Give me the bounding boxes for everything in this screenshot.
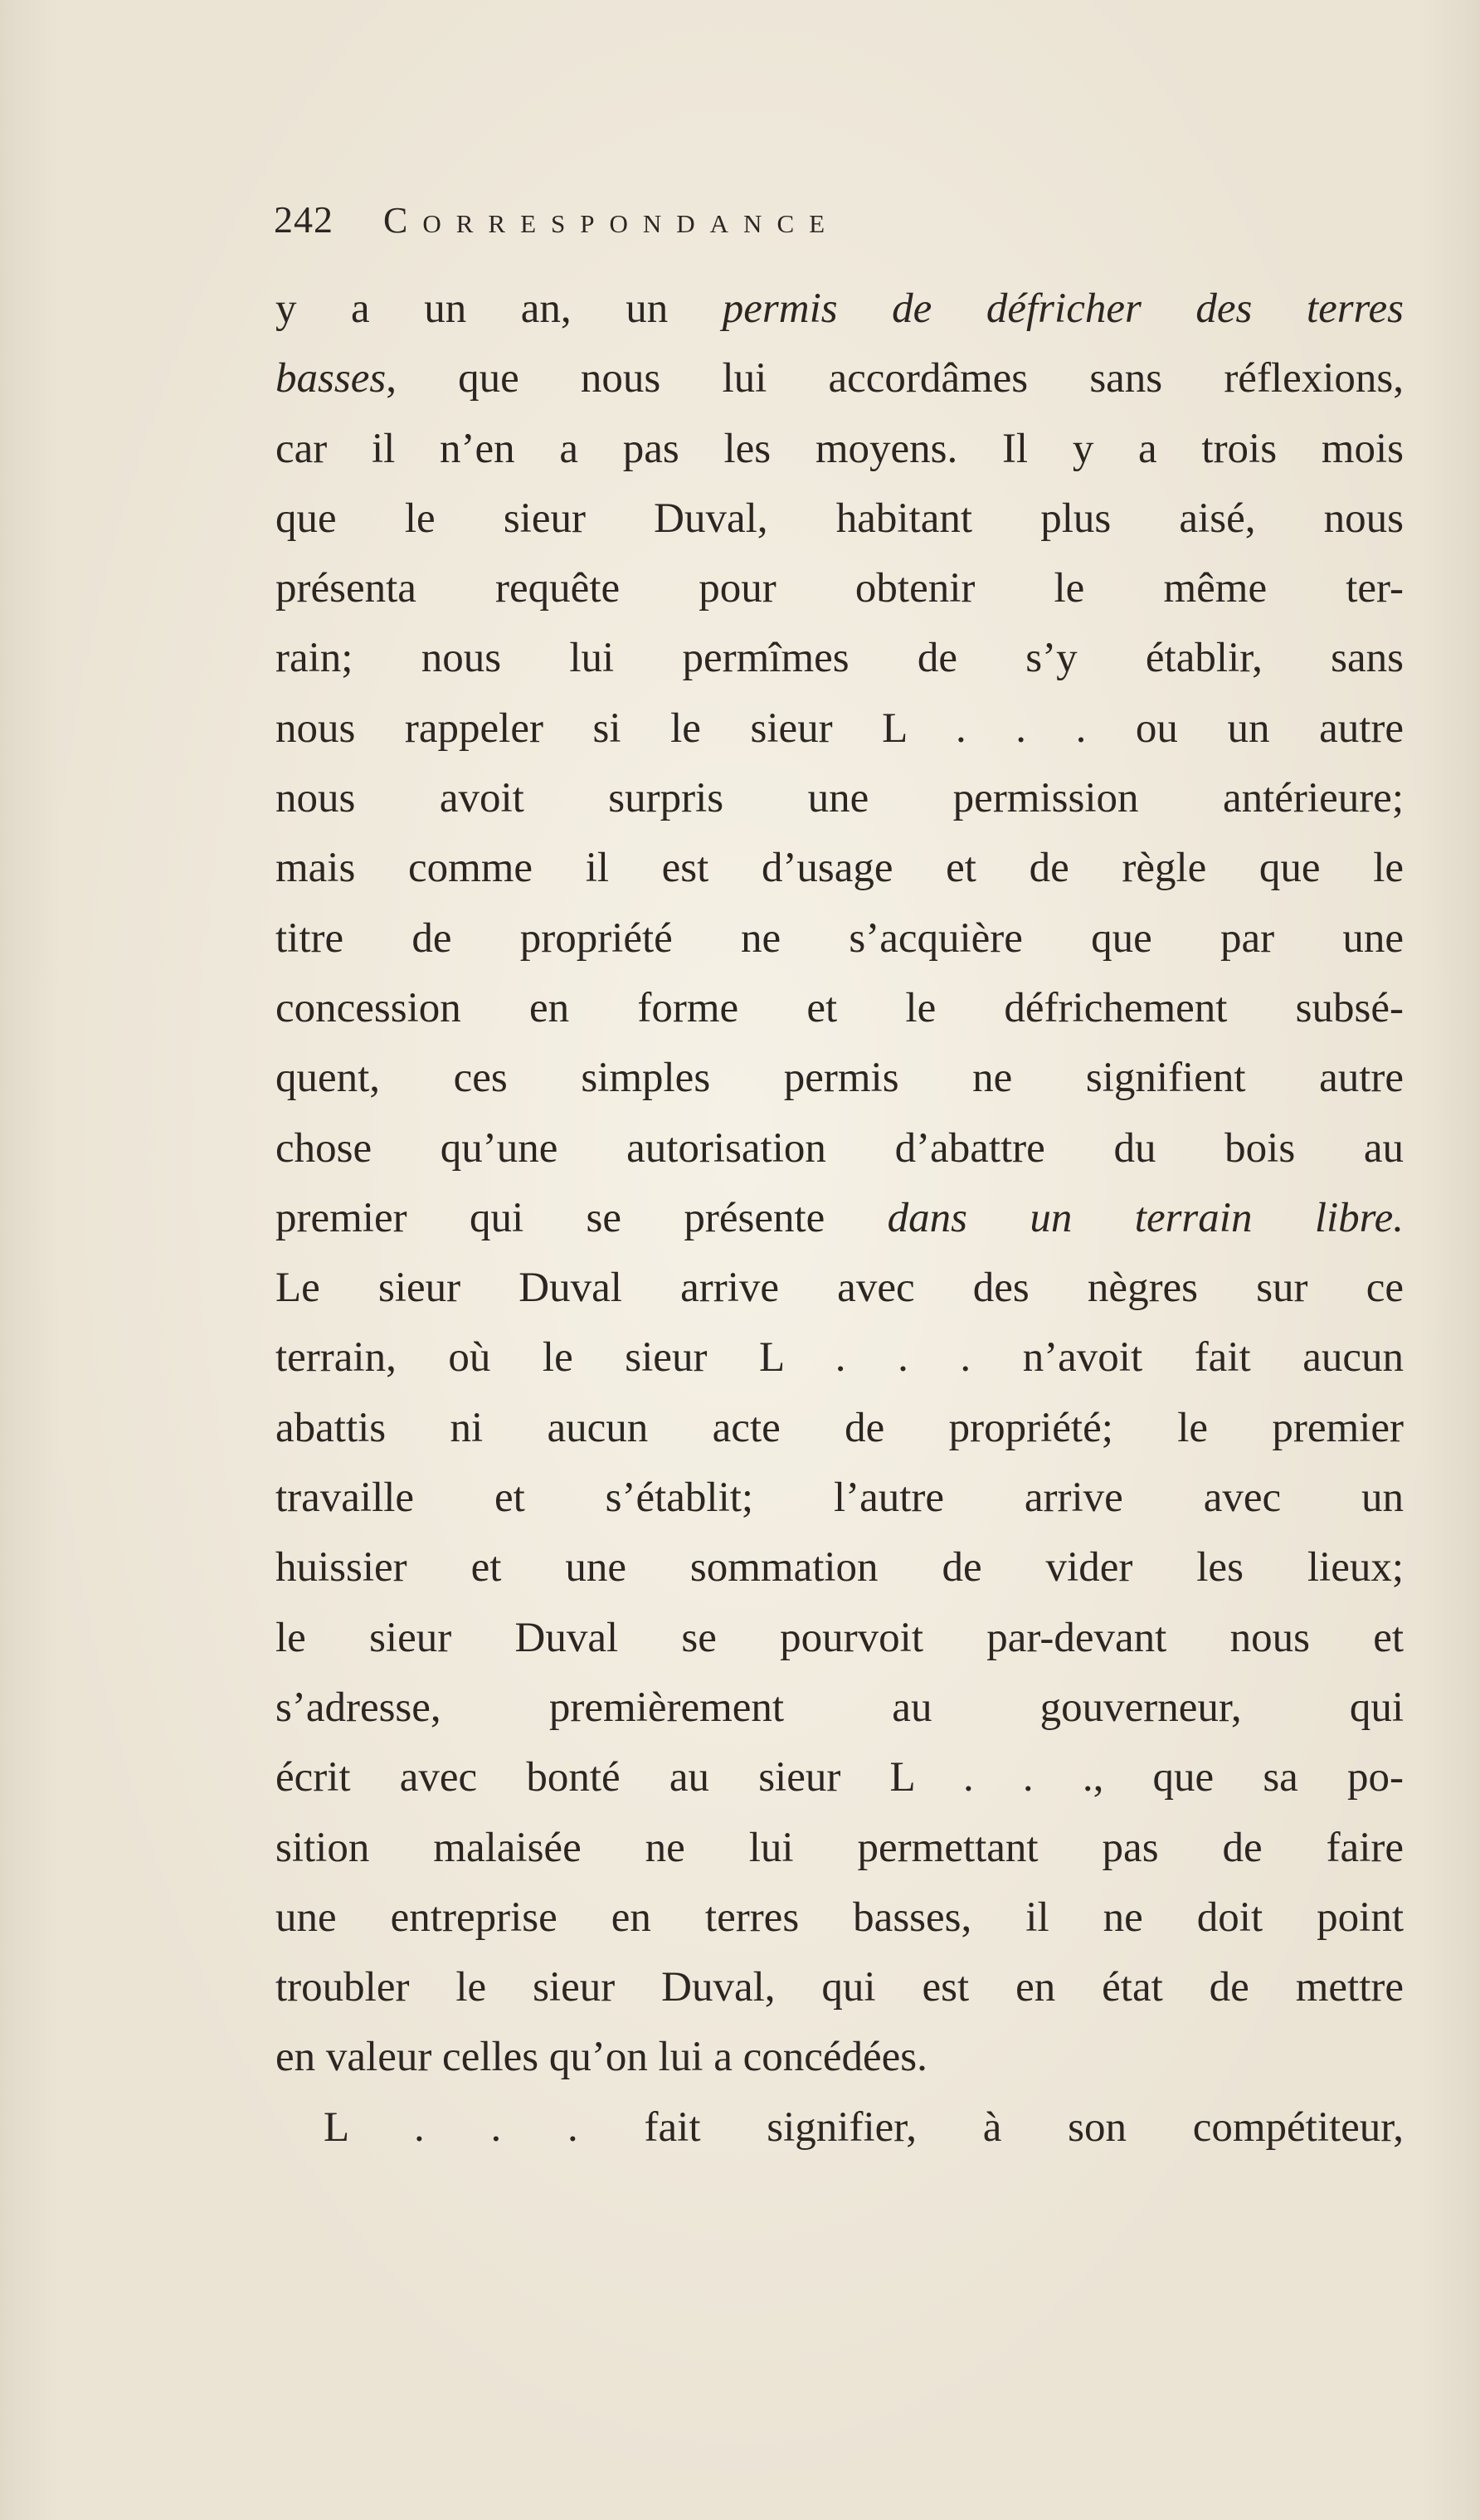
italic-text: dans un terrain libre. bbox=[887, 1194, 1405, 1241]
text-line bbox=[275, 833, 1404, 903]
text-line bbox=[275, 1463, 1404, 1533]
text-line bbox=[275, 1743, 1404, 1812]
text-segment: travaille et s’établit; l’autre arrive avec un bbox=[275, 1474, 1404, 1522]
text-segment: L . . . fait signifier, à son compétiteur, bbox=[324, 2103, 1404, 2151]
text-segment: rain; nous lui permîmes de s’y établir, sans bbox=[275, 635, 1404, 682]
text-line bbox=[275, 904, 1404, 973]
text-segment: nous rappeler si le sieur L . . . ou un autre bbox=[275, 704, 1404, 752]
text-segment: terrain, où le sieur L . . . n’avoit fait aucun bbox=[275, 1334, 1404, 1382]
text-segment: le sieur Duval se pourvoit par-devant nous et bbox=[275, 1614, 1404, 1661]
text-line bbox=[275, 553, 1404, 623]
italic-text: permis de défricher des terres bbox=[722, 285, 1404, 332]
page-number: 242 bbox=[274, 198, 333, 241]
text-segment: chose qu’une autorisation d’abattre du bois au bbox=[275, 1124, 1404, 1172]
text-segment: Le sieur Duval arrive avec des nègres sur ce bbox=[275, 1265, 1404, 1312]
text-line bbox=[275, 973, 1404, 1043]
text-segment: huissier et une sommation de vider les lieux; bbox=[275, 1544, 1404, 1591]
text-line bbox=[275, 1253, 1404, 1323]
text-line bbox=[275, 484, 1404, 553]
text-line bbox=[275, 1183, 1404, 1253]
text-segment: titre de propriété ne s’acquière que par une bbox=[275, 914, 1404, 962]
text-line bbox=[275, 1673, 1404, 1743]
text-segment: mais comme il est d’usage et de règle que le bbox=[275, 845, 1404, 892]
body-text bbox=[275, 274, 1404, 2162]
text-line bbox=[275, 1883, 1404, 1952]
text-line bbox=[275, 2022, 1404, 2092]
text-line bbox=[275, 1323, 1404, 1392]
text-line bbox=[275, 1533, 1404, 1602]
text-segment: abattis ni aucun acte de propriété; le premier bbox=[275, 1404, 1404, 1451]
text-segment: quent, ces simples permis ne signifient autre bbox=[275, 1055, 1404, 1102]
italic-text: basses bbox=[275, 355, 387, 402]
text-segment: présenta requête pour obtenir le même ter- bbox=[275, 565, 1404, 612]
text-line bbox=[275, 1393, 1404, 1463]
text-segment: troubler le sieur Duval, qui est en état de mettre bbox=[275, 1964, 1404, 2011]
text-segment: , que nous lui accordâmes sans réflexions, bbox=[386, 355, 1404, 402]
running-title: Correspondance bbox=[383, 200, 840, 241]
text-segment: une entreprise en terres basses, il ne doit point bbox=[275, 1894, 1404, 1941]
text-segment: s’adresse, premièrement au gouverneur, qui bbox=[275, 1684, 1404, 1731]
text-segment: premier qui se présente bbox=[275, 1194, 888, 1241]
text-line bbox=[275, 414, 1404, 484]
text-line bbox=[275, 623, 1404, 693]
text-segment: y a un an, un bbox=[275, 285, 723, 332]
text-line bbox=[275, 763, 1404, 833]
text-line bbox=[275, 2093, 1404, 2162]
text-line bbox=[275, 1813, 1404, 1883]
text-segment: nous avoit surpris une permission antérieure; bbox=[275, 775, 1404, 822]
text-line bbox=[275, 1952, 1404, 2022]
text-line bbox=[275, 274, 1404, 344]
text-segment: car il n’en a pas les moyens. Il y a trois mois bbox=[275, 425, 1404, 472]
text-line bbox=[275, 1603, 1404, 1673]
text-segment: que le sieur Duval, habitant plus aisé, nous bbox=[275, 495, 1404, 542]
text-segment: concession en forme et le défrichement subsé- bbox=[275, 984, 1404, 1031]
text-segment: sition malaisée ne lui permettant pas de faire bbox=[275, 1824, 1404, 1871]
text-line bbox=[275, 694, 1404, 763]
text-line bbox=[275, 1043, 1404, 1113]
text-segment: écrit avec bonté au sieur L . . ., que sa po- bbox=[275, 1754, 1404, 1801]
text-line bbox=[275, 344, 1404, 413]
text-segment: en valeur celles qu’on lui a concédées. bbox=[275, 2034, 927, 2081]
page-header bbox=[274, 197, 1419, 264]
text-line bbox=[275, 1114, 1404, 1183]
